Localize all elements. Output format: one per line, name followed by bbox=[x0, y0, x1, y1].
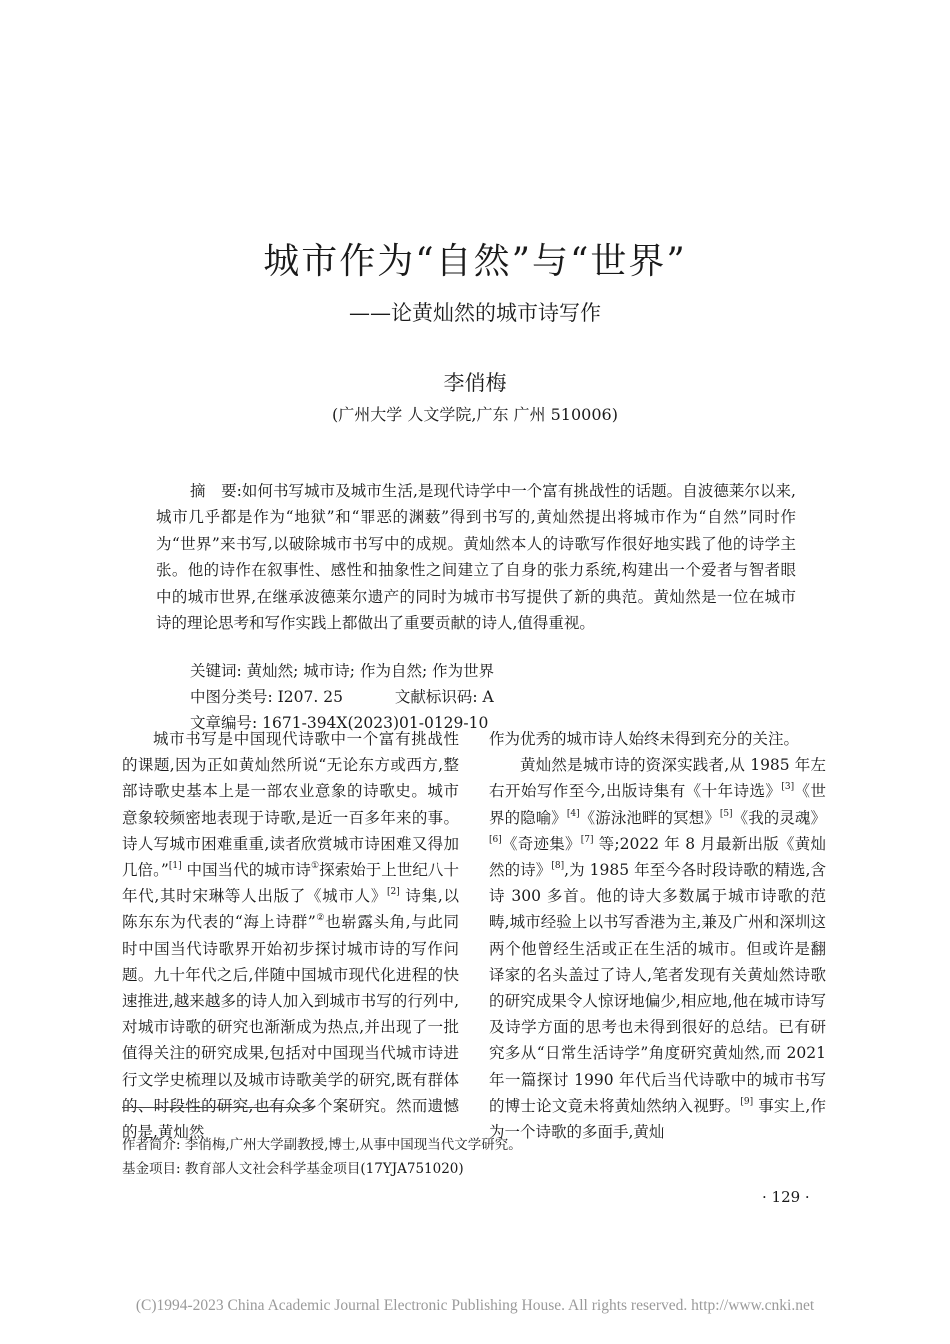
citation-ref: [2] bbox=[387, 887, 400, 898]
note-ref: ② bbox=[315, 913, 326, 924]
citation-ref: [6] bbox=[489, 834, 502, 845]
body-column-right bbox=[489, 726, 826, 1145]
body-paragraph: 黄灿然是城市诗的资深实践者,从 1985 年左右开始写作至今,出版诗集有《十年诗选》[3]《世界的隐喻》[4]《游泳池畔的冥想》[5]《我的灵魂》[6]《奇迹集》[7] 等;2022 年 8 月最新出版《黄灿然的诗》[8],为 1985 年至今各时段诗歌的精选,含诗 300 多首。他的诗大多数属于城市诗歌的范畴,城市经验上以书写香港为主,兼及广州和深圳这两个他曾经生活或正在生活的城市。但或许是翻译家的名头盖过了诗人,笔者发现有关黄灿然诗歌的研究成果令人惊讶地偏少,相应地,他在城市诗写及诗学方面的思考也未得到很好的总结。已有研究多从“日常生活诗学”角度研究黄灿然,而 2021 年一篇探讨 1990 年代后当代诗歌中的城市书写的博士论文竟未将黄灿然纳入视野。[9] 事实上,作为一个诗歌的多面手,黄灿 bbox=[489, 756, 826, 1142]
citation-ref: [9] bbox=[740, 1096, 754, 1107]
article-subtitle: ——论黄灿然的城市诗写作 bbox=[349, 301, 601, 325]
author-name: 李俏梅 bbox=[443, 371, 507, 395]
abstract: 摘 要:如何书写城市及城市生活,是现代诗学中一个富有挑战性的话题。自波德莱尔以来,城市几乎都是作为“地狱”和“罪恶的渊薮”得到书写的,黄灿然提出将城市作为“自然”同时作为“世界”来书写,以破除城市书写中的成规。黄灿然本人的诗歌写作很好地实践了他的诗学主张。他的诗作在叙事性、感性和抽象性之间建立了自身的张力系统,构建出一个爱者与智者眼中的城市世界,在继承波德莱尔遗产的同时为城市书写提供了新的典范。黄灿然是一位在城市诗的理论思考和写作实践上都做出了重要贡献的诗人,值得重视。 bbox=[156, 482, 796, 633]
page-number: · 129 · bbox=[762, 1188, 810, 1206]
note-ref: ① bbox=[310, 861, 320, 872]
citation-ref: [5] bbox=[719, 808, 733, 819]
author-affiliation: (广州大学 人文学院,广东 广州 510006) bbox=[332, 405, 618, 424]
citation-ref: [7] bbox=[580, 834, 594, 845]
author-bio-note: 作者简介: 李俏梅,广州大学副教授,博士,从事中国现当代文学研究。 bbox=[122, 1137, 522, 1153]
body-column-left bbox=[122, 726, 459, 1145]
citation-ref: [4] bbox=[566, 808, 580, 819]
citation-ref: [8] bbox=[551, 861, 565, 872]
keywords: 关键词: 黄灿然; 城市诗; 作为自然; 作为世界 bbox=[190, 662, 495, 680]
article-title: 城市作为“自然”与“世界” bbox=[263, 241, 687, 282]
body-paragraph: 城市书写是中国现代诗歌中一个富有挑战性的课题,因为正如黄灿然所说“无论东方或西方,整部诗歌史基本上是一部农业意象的诗歌史。城市意象较频密地表现于诗歌,是近一百多年来的事。诗人写城市困难重重,读者欣赏城市诗困难又得加几倍。”[1] 中国当代的城市诗①探索始于上世纪八十年代,其时宋琳等人出版了《城市人》[2] 诗集,以陈东东为代表的“海上诗群”②也崭露头角,与此同时中国当代诗歌界开始初步探讨城市诗的写作问题。九十年代之后,伴随中国城市现代化进程的快速推进,越来越多的诗人加入到城市书写的行列中,对城市诗歌的研究也渐渐成为热点,并出现了一批值得关注的研究成果,包括对中国现当代城市诗进行文学史梳理以及城市诗歌美学的研究,既有群体的、时段性的研究,也有众多个案研究。然而遗憾的是,黄灿然 bbox=[122, 730, 459, 1142]
article-number: 文章编号: 1671-394X(2023)01-0129-10 bbox=[190, 714, 489, 732]
clc-number: 中图分类号: I207. 25 bbox=[190, 688, 343, 706]
footnote-divider bbox=[122, 1107, 314, 1108]
fund-note: 基金项目: 教育部人文社会科学基金项目(17YJA751020) bbox=[122, 1161, 464, 1177]
citation-ref: [3] bbox=[781, 782, 795, 793]
document-code: 文献标识码: A bbox=[394, 688, 494, 706]
citation-ref: [1] bbox=[168, 861, 182, 872]
body-paragraph-continued: 作为优秀的城市诗人始终未得到充分的关注。 bbox=[489, 730, 800, 748]
copyright-watermark: (C)1994-2023 China Academic Journal Electronic Publishing House. All rights reserved. http://www.cnki.net bbox=[135, 1297, 815, 1314]
